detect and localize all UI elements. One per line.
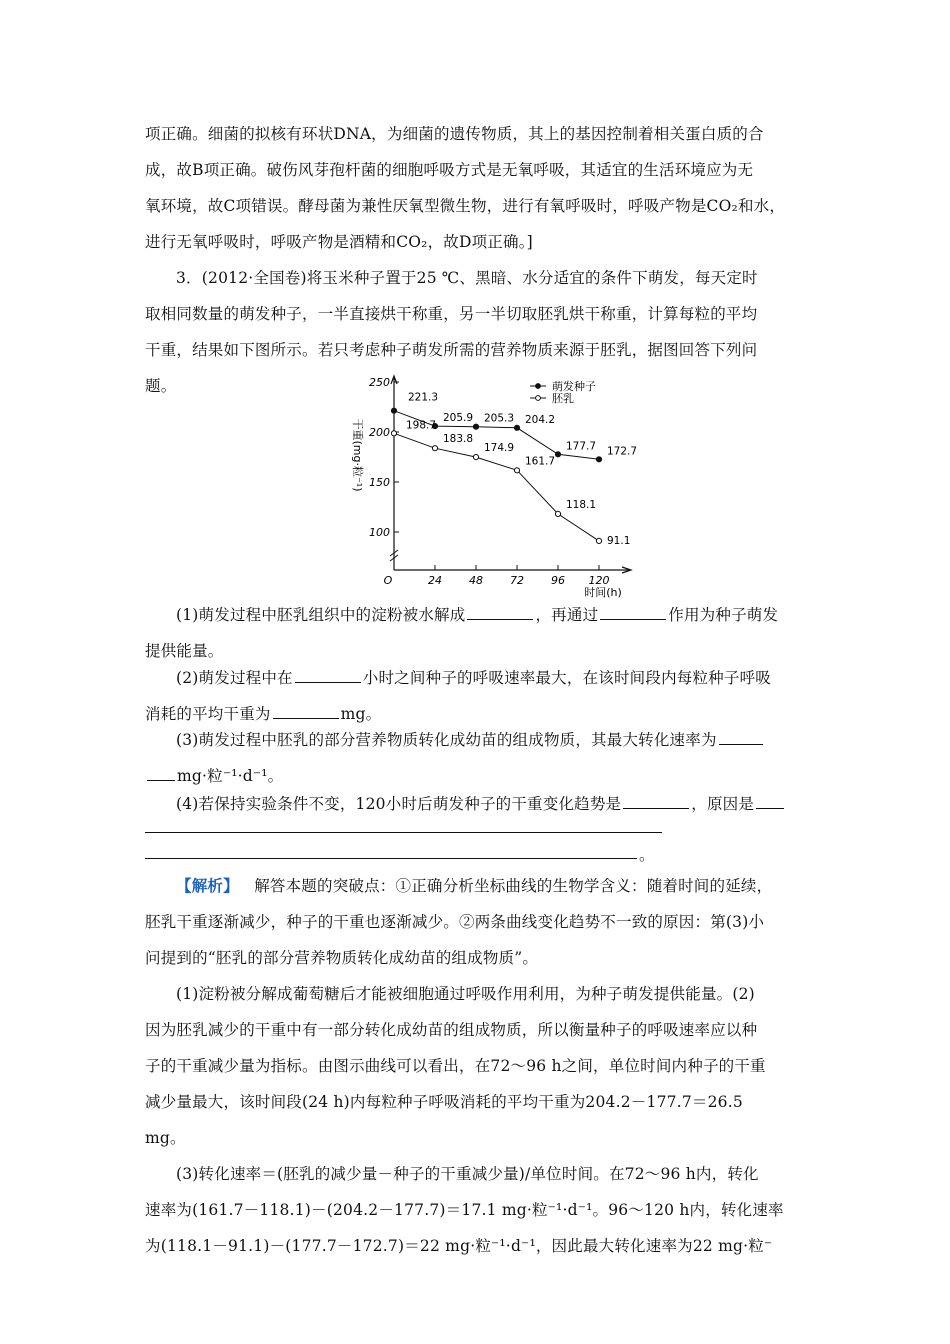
text-line: (3)转化速率＝(胚乳的减少量－种子的干重减少量)/单位时间。在72～96 h内，转化 — [176, 1165, 759, 1183]
y-axis-label: 干重(mg·粒⁻¹) — [351, 418, 364, 492]
text-line: 问提到的“胚乳的部分营养物质转化成幼苗的组成物质”。 — [145, 949, 539, 967]
sub-question-1 — [145, 597, 807, 669]
x-tick-label: 24 — [428, 574, 442, 587]
text-line — [145, 597, 807, 633]
text-line — [145, 722, 807, 758]
analysis-paragraph — [145, 868, 807, 976]
data-label: 205.9 — [443, 412, 474, 425]
data-label: 205.3 — [484, 412, 515, 425]
legend-label: 萌发种子 — [552, 380, 596, 393]
answer-blank[interactable] — [623, 807, 689, 809]
data-point — [473, 424, 478, 429]
analysis-tag: 【解析】 — [176, 876, 239, 895]
text-line — [145, 786, 807, 822]
x-tick-label: 96 — [551, 574, 565, 587]
q4-text-a: (4)若保持实验条件不变，120小时后萌发种子的干重变化趋势是 — [176, 795, 622, 813]
data-label: 198.7 — [406, 419, 437, 432]
sub-question-4 — [145, 786, 807, 822]
y-tick-label: 150 — [369, 476, 390, 489]
data-label: 172.7 — [607, 445, 638, 458]
q2-text-line2a: 消耗的平均干重为 — [145, 705, 271, 723]
text-line: 进行无氧呼吸时，呼吸产物是酒精和CO₂，故D项正确。] — [145, 233, 533, 251]
data-point — [514, 468, 519, 473]
answer-blank[interactable] — [273, 717, 339, 719]
text-line: 氧环境，故C项错误。酵母菌为兼性厌氧型微生物，进行有氧呼吸时，呼吸产物是CO₂和水， — [145, 197, 786, 215]
q1-text-b: ，再通过 — [535, 606, 599, 624]
text-line: 干重，结果如下图所示。若只考虑种子萌发所需的营养物质来源于胚乳，据图回答下列问 — [145, 341, 758, 359]
intro-paragraph — [145, 116, 807, 260]
analysis-text: 解答本题的突破点：①正确分析坐标曲线的生物学含义：随着时间的延续， — [254, 877, 773, 895]
data-label: 161.7 — [525, 455, 556, 468]
analysis-paragraph-3 — [145, 1156, 807, 1264]
data-point — [596, 457, 601, 462]
text-line: (1)淀粉被分解成葡萄糖后才能被细胞通过呼吸作用利用，为种子萌发提供能量。(2) — [176, 985, 755, 1003]
y-tick-label: 100 — [369, 526, 390, 539]
data-label: 91.1 — [607, 534, 631, 547]
x-tick-label: 72 — [510, 574, 524, 587]
text-line: 减少量最大，该时间段(24 h)内每粒种子呼吸消耗的平均干重为204.2－177.7＝26.5 — [145, 1093, 743, 1111]
q1-text-a: (1)萌发过程中胚乳组织中的淀粉被水解成 — [176, 606, 466, 624]
x-axis-label: 时间(h) — [584, 586, 622, 599]
text-line — [145, 660, 807, 696]
data-point — [432, 446, 437, 451]
q4-text-b: ，原因是 — [691, 795, 755, 813]
sub-question-3 — [145, 722, 807, 794]
x-tick-label: 120 — [588, 574, 610, 587]
data-label: 118.1 — [566, 498, 597, 511]
text-line: mg。 — [145, 1129, 186, 1147]
answer-blank[interactable] — [295, 681, 361, 683]
y-tick-label: 250 — [369, 376, 390, 389]
data-point — [596, 538, 601, 543]
text-line: 速率为(161.7－118.1)－(204.2－177.7)＝17.1 mg·粒⁻¹·d⁻¹。96～120 h内，转化速率 — [145, 1201, 784, 1219]
text-line: 子的干重减少量为指标。由图示曲线可以看出，在72～96 h之间，单位时间内种子的干重 — [145, 1057, 766, 1075]
text-line: 取相同数量的萌发种子，一半直接烘干称重，另一半切取胚乳烘干称重，计算每粒的平均 — [145, 305, 758, 323]
data-point — [473, 455, 478, 460]
q3-text-line2: mg·粒⁻¹·d⁻¹。 — [177, 767, 284, 785]
answer-blank[interactable] — [147, 779, 175, 781]
q2-text-a: (2)萌发过程中在 — [176, 669, 293, 687]
answer-blank[interactable] — [756, 807, 784, 809]
q3-text-a: (3)萌发过程中胚乳的部分营养物质转化成幼苗的组成物质，其最大转化速率为 — [176, 731, 717, 749]
text-line — [145, 868, 807, 904]
text-line: 提供能量。 — [145, 642, 224, 660]
data-point — [391, 431, 396, 436]
data-point — [555, 511, 560, 516]
answer-blank[interactable] — [600, 618, 666, 620]
text-line: 胚乳干重逐渐减少，种子的干重也逐渐减少。②两条曲线变化趋势不一致的原因：第(3)小 — [145, 913, 765, 931]
legend-label: 胚乳 — [552, 392, 574, 405]
data-point — [555, 452, 560, 457]
q4-end: 。 — [639, 846, 655, 864]
legend-marker — [536, 384, 541, 389]
q1-text-c: 作用为种子萌发 — [668, 606, 779, 624]
text-line: 项正确。细菌的拟核有环状DNA，为细菌的遗传物质，其上的基因控制着相关蛋白质的合 — [145, 125, 764, 143]
answer-line[interactable] — [145, 832, 662, 833]
text-line: 为(118.1－91.1)－(177.7－172.7)＝22 mg·粒⁻¹·d⁻¹，因此最大转化速率为22 mg·粒⁻ — [145, 1237, 773, 1255]
data-point — [514, 425, 519, 430]
text-line: 题。 — [145, 377, 177, 395]
text-line: 因为胚乳减少的干重中有一部分转化成幼苗的组成物质，所以衡量种子的呼吸速率应以种 — [145, 1021, 758, 1039]
answer-blank[interactable] — [467, 618, 533, 620]
data-label: 204.2 — [525, 413, 556, 426]
y-tick-label: 200 — [369, 426, 390, 439]
data-label: 177.7 — [566, 440, 597, 453]
data-label: 221.3 — [408, 391, 439, 404]
text-line: 3．(2012·全国卷)将玉米种子置于25 ℃、黑暗、水分适宜的条件下萌发，每天定时 — [176, 269, 758, 287]
analysis-paragraph-2 — [145, 976, 807, 1156]
data-label: 174.9 — [484, 442, 515, 455]
q2-text-line2b: mg。 — [340, 705, 382, 723]
line-chart — [330, 372, 650, 607]
answer-blank[interactable] — [719, 743, 763, 745]
answer-line[interactable] — [145, 858, 637, 859]
q2-text-b: 小时之间种子的呼吸速率最大，在该时间段内每粒种子呼吸 — [362, 669, 771, 687]
data-label: 183.8 — [443, 433, 474, 446]
legend-marker — [536, 396, 541, 401]
x-tick-label: 48 — [469, 574, 483, 587]
data-point — [391, 408, 396, 413]
text-line: 成，故B项正确。破伤风芽孢杆菌的细胞呼吸方式是无氧呼吸，其适宜的生活环境应为无 — [145, 161, 754, 179]
origin-label: O — [383, 574, 393, 587]
